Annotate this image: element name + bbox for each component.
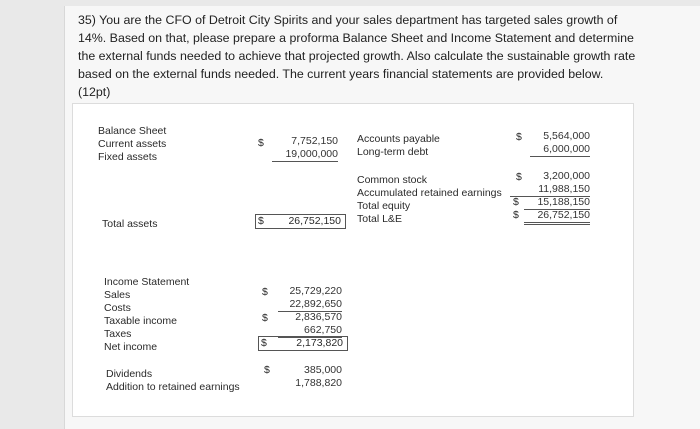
- addition-re-value: 1,788,820: [295, 377, 342, 389]
- net-income-value: 2,173,820: [296, 337, 343, 349]
- total-le-value: 26,752,150: [524, 209, 590, 225]
- retained-earnings-value: 11,988,150: [510, 183, 590, 197]
- common-stock-value: 3,200,000: [543, 170, 590, 182]
- total-equity-label: Total equity: [357, 200, 411, 212]
- balance-sheet-title: Balance Sheet: [98, 125, 167, 137]
- currency-symbol: $: [516, 171, 522, 183]
- currency-symbol: $: [264, 364, 270, 376]
- taxes-label: Taxes: [104, 328, 132, 340]
- costs-value: 22,892,650: [278, 298, 342, 312]
- dividends-value: 385,000: [304, 364, 342, 376]
- accounts-payable-label: Accounts payable: [357, 133, 440, 145]
- currency-symbol: $: [516, 131, 522, 143]
- taxable-income-label: Taxable income: [104, 315, 177, 327]
- total-equity-value: 15,188,150: [524, 196, 590, 210]
- current-assets-label: Current assets: [98, 138, 167, 150]
- long-term-debt-label: Long-term debt: [357, 146, 429, 158]
- currency-symbol: $: [513, 196, 519, 208]
- total-le-label: Total L&E: [357, 213, 402, 225]
- current-assets-value: 7,752,150: [291, 135, 338, 147]
- net-income-label: Net income: [104, 341, 158, 353]
- fixed-assets-value: 19,000,000: [272, 148, 338, 162]
- currency-symbol: $: [513, 209, 519, 221]
- retained-earnings-label: Accumulated retained earnings: [357, 187, 502, 199]
- total-assets-value: 26,752,150: [288, 215, 341, 227]
- addition-re-label: Addition to retained earnings: [106, 381, 240, 393]
- total-assets-label: Total assets: [102, 218, 158, 230]
- currency-symbol: $: [262, 286, 268, 298]
- currency-symbol: $: [258, 137, 264, 149]
- sales-label: Sales: [104, 289, 131, 301]
- sales-value: 25,729,220: [289, 285, 342, 297]
- taxes-value: 662,750: [278, 324, 342, 338]
- currency-symbol: $: [262, 312, 268, 324]
- question-text: 35) You are the CFO of Detroit City Spirits and your sales department has targeted sales growth of 14%. Based on that, please prepare a proforma Balance Sheet and Income Statement and determine the external funds needed to achieve that projected growth. Also calculate the sustainable growth rate based on the external funds needed. The current years financial statements are provided below. (12pt): [78, 13, 636, 99]
- long-term-debt-value: 6,000,000: [530, 143, 590, 157]
- currency-symbol: $: [258, 215, 264, 227]
- total-assets-cell: [255, 214, 346, 229]
- net-income-cell: [258, 336, 348, 351]
- currency-symbol: $: [261, 337, 267, 349]
- fixed-assets-label: Fixed assets: [98, 151, 157, 163]
- dividends-label: Dividends: [106, 368, 153, 380]
- accounts-payable-value: 5,564,000: [543, 130, 590, 142]
- taxable-income-value: 2,836,570: [295, 311, 342, 323]
- income-statement-title: Income Statement: [104, 276, 190, 288]
- common-stock-label: Common stock: [357, 174, 428, 186]
- costs-label: Costs: [104, 302, 131, 314]
